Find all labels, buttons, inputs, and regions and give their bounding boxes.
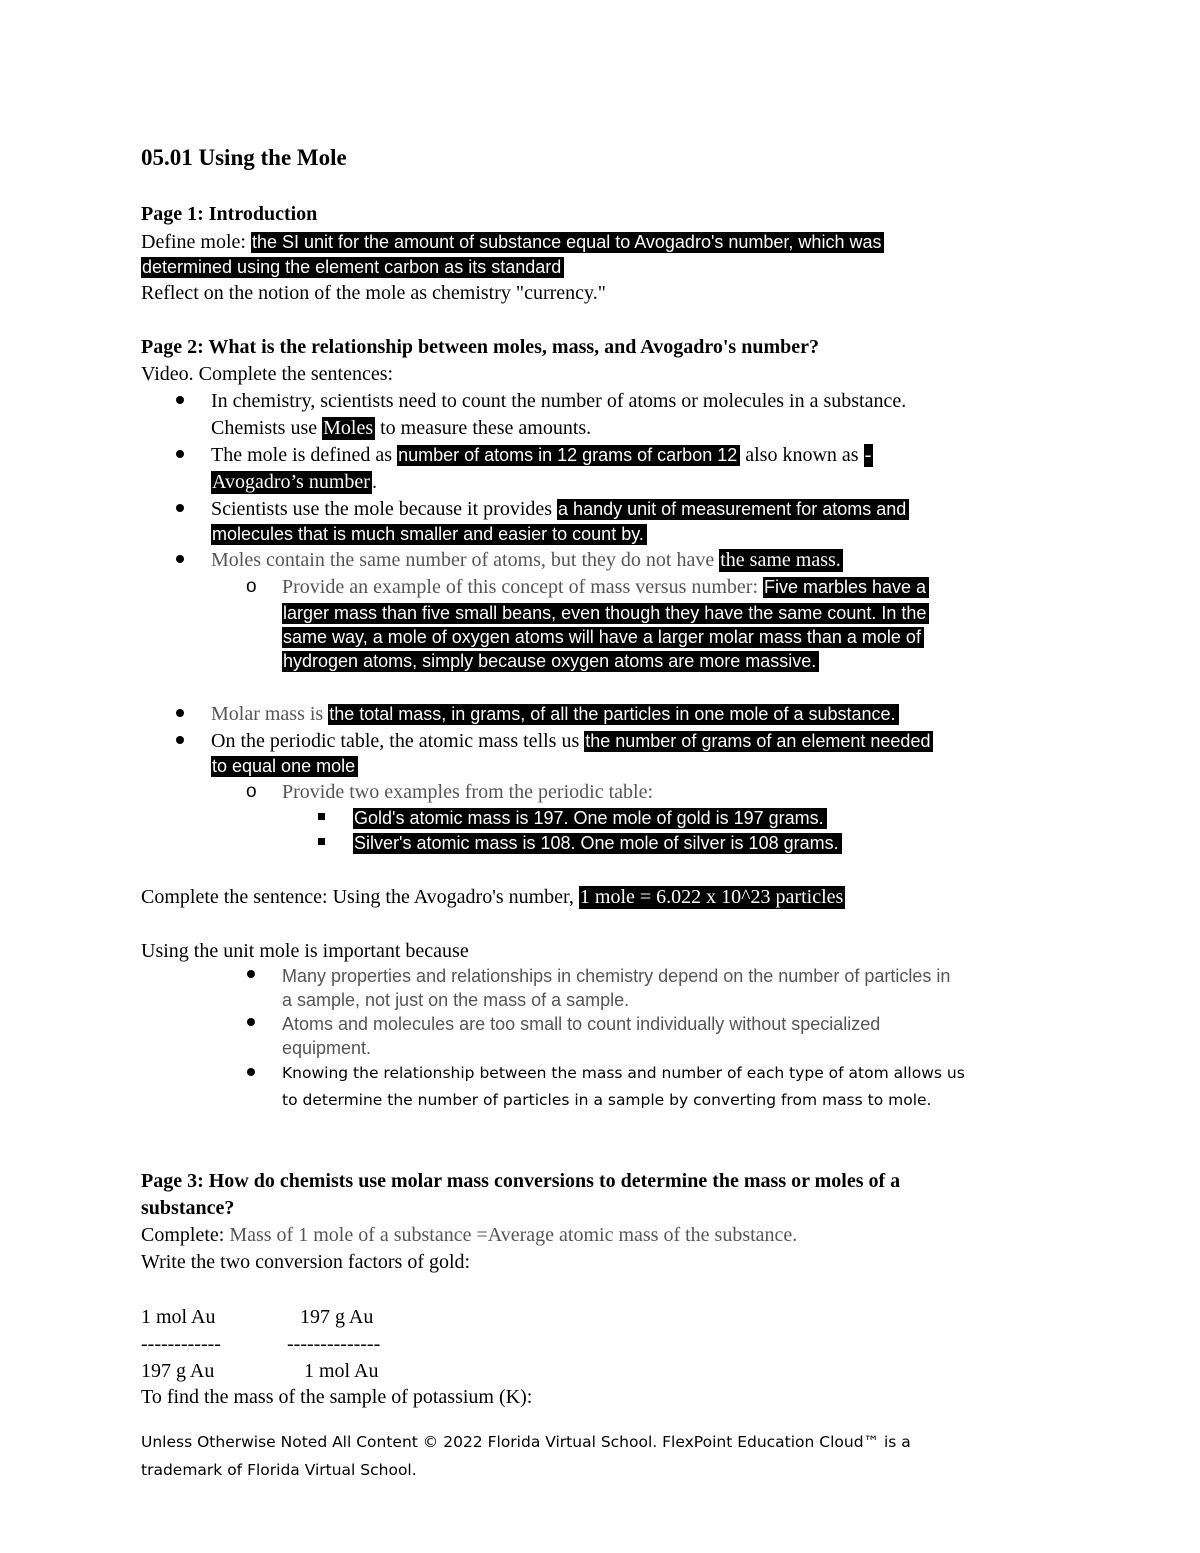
bullet2-pre: The mole is defined as [211,444,393,466]
bullet-icon [176,736,184,744]
important1-line1: Many properties and relationships in chemistry depend on the number of particles in [282,966,951,986]
example-gold-text: Gold's atomic mass is 197. One mole of gold is 197 grams. [353,808,827,829]
important1-line2: a sample, not just on the mass of a sample. [282,990,630,1010]
bullet1-line2 [211,415,591,441]
sub1-answer: Five marbles have a [763,577,929,598]
bullet-icon [247,1018,255,1026]
page2-heading: Page 2: What is the relationship between moles, mass, and Avogadro's number? [141,336,819,358]
define-answer-cont: determined using the element carbon as its standard [141,257,564,278]
bullet2-answer2: Avogadro’s number [212,471,370,493]
bullet1-answer: Moles [323,417,374,439]
define-mole-line [141,229,884,255]
bullet5-pre: Molar mass is [211,703,324,725]
example-silver [353,830,842,856]
bullet2-line1 [211,442,873,468]
define-mole-line-2 [141,254,564,280]
reflect-line: Reflect on the notion of the mole as chemistry "currency." [141,282,606,304]
bullet2-line2 [211,469,377,495]
bullet1-line1: In chemistry, scientists need to count the number of atoms or molecules in a substance. [211,390,907,412]
bullet3-line1 [211,496,909,522]
bullet1-pre: Chemists use [211,417,318,439]
page-title: 05.01 Using the Mole [141,145,347,170]
factor2-top: 197 g Au [300,1306,374,1328]
bullet4-line [211,547,843,573]
bullet2-mid: also known as [745,444,859,466]
bullet3-line2 [211,521,647,547]
square-bullet-icon [318,813,325,820]
sub1-line1 [282,574,929,600]
page3-heading-cont: substance? [141,1197,235,1219]
bullet6-pre: On the periodic table, the atomic mass tells us [211,730,580,752]
page1-heading: Page 1: Introduction [141,203,318,225]
complete-sentence-line [141,884,845,910]
complete-answer: 1 mole = 6.022 x 10^23 particles [579,886,844,908]
important3-line1: Knowing the relationship between the mass and number of each type of atom allows us [282,1064,965,1082]
sub1-answer-3: same way, a mole of oxygen atoms will have a larger molar mass than a mole of [282,627,924,648]
bullet3-pre: Scientists use the mole because it provides [211,498,553,520]
factor2-bottom: 1 mol Au [304,1360,379,1382]
page3-complete-line [141,1222,797,1248]
sub1-pre: Provide an example of this concept of mass versus number: [282,576,758,598]
important-line: Using the unit mole is important because [141,940,469,962]
important2-line1: Atoms and molecules are too small to count individually without specialized [282,1014,881,1034]
bullet-icon [176,396,184,404]
bullet1-post: to measure these amounts. [380,417,592,439]
potassium-line: To find the mass of the sample of potassium (K): [141,1386,533,1408]
bullet5-line [211,701,899,727]
page3-heading: Page 3: How do chemists use molar mass conversions to determine the mass or moles of a [141,1170,901,1192]
circle-bullet-icon: o [246,576,257,597]
factor2-bar: -------------- [287,1333,381,1355]
complete-pre: Complete the sentence: Using the Avogadro's number, [141,886,574,908]
bullet3-answer: a handy unit of measurement for atoms and [557,499,909,520]
important2-line2: equipment. [282,1038,372,1058]
bullet-icon [176,504,184,512]
factor1-bottom: 197 g Au [141,1360,215,1382]
bullet2-end: . [371,471,377,493]
bullet-icon [247,1068,255,1076]
bullet4-pre: Moles contain the same number of atoms, but they do not have [211,549,715,571]
bullet2-dash: - [864,444,872,466]
important3-line2: to determine the number of particles in a sample by converting from mass to mole. [282,1091,932,1109]
circle-bullet-icon: o [246,781,257,802]
video-instruction: Video. Complete the sentences: [141,363,394,385]
footer-line2: trademark of Florida Virtual School. [141,1461,417,1479]
sub1-answer-2: larger mass than five small beans, even though they have the same count. In the [282,603,929,624]
define-label: Define mole: [141,231,246,253]
bullet6-line2 [211,753,358,779]
bullet6-answer-cont: to equal one mole [211,756,358,777]
square-bullet-icon [318,838,325,845]
bullet6-line1 [211,728,933,754]
sub2-line: Provide two examples from the periodic table: [282,781,654,803]
sub1-line3 [282,624,924,650]
bullet-icon [176,555,184,563]
write-factors-line: Write the two conversion factors of gold: [141,1251,471,1273]
bullet-icon [176,709,184,717]
factor1-top: 1 mol Au [141,1306,216,1328]
footer-line1: Unless Otherwise Noted All Content © 2022 Florida Virtual School. FlexPoint Education Cloud™ is a [141,1433,911,1451]
sub1-answer-4: hydrogen atoms, simply because oxygen atoms are more massive. [282,651,819,672]
bullet2-answer: number of atoms in 12 grams of carbon 12 [397,445,740,466]
bullet6-answer: the number of grams of an element needed [584,731,933,752]
sub1-line4 [282,648,819,674]
page3-complete-label: Complete: [141,1224,225,1246]
factor1-bar: ------------ [141,1333,221,1355]
define-answer: the SI unit for the amount of substance equal to Avogadro's number, which was [251,232,885,253]
example-silver-text: Silver's atomic mass is 108. One mole of silver is 108 grams. [353,833,842,854]
sub1-line2 [282,600,929,626]
example-gold [353,805,827,831]
page3-complete-text: Mass of 1 mole of a substance =Average atomic mass of the substance. [229,1224,798,1246]
bullet4-answer: the same mass. [720,549,841,571]
bullet-icon [247,970,255,978]
bullet3-answer-cont: molecules that is much smaller and easier to count by. [211,524,647,545]
bullet5-answer: the total mass, in grams, of all the particles in one mole of a substance. [328,704,898,725]
bullet-icon [176,450,184,458]
